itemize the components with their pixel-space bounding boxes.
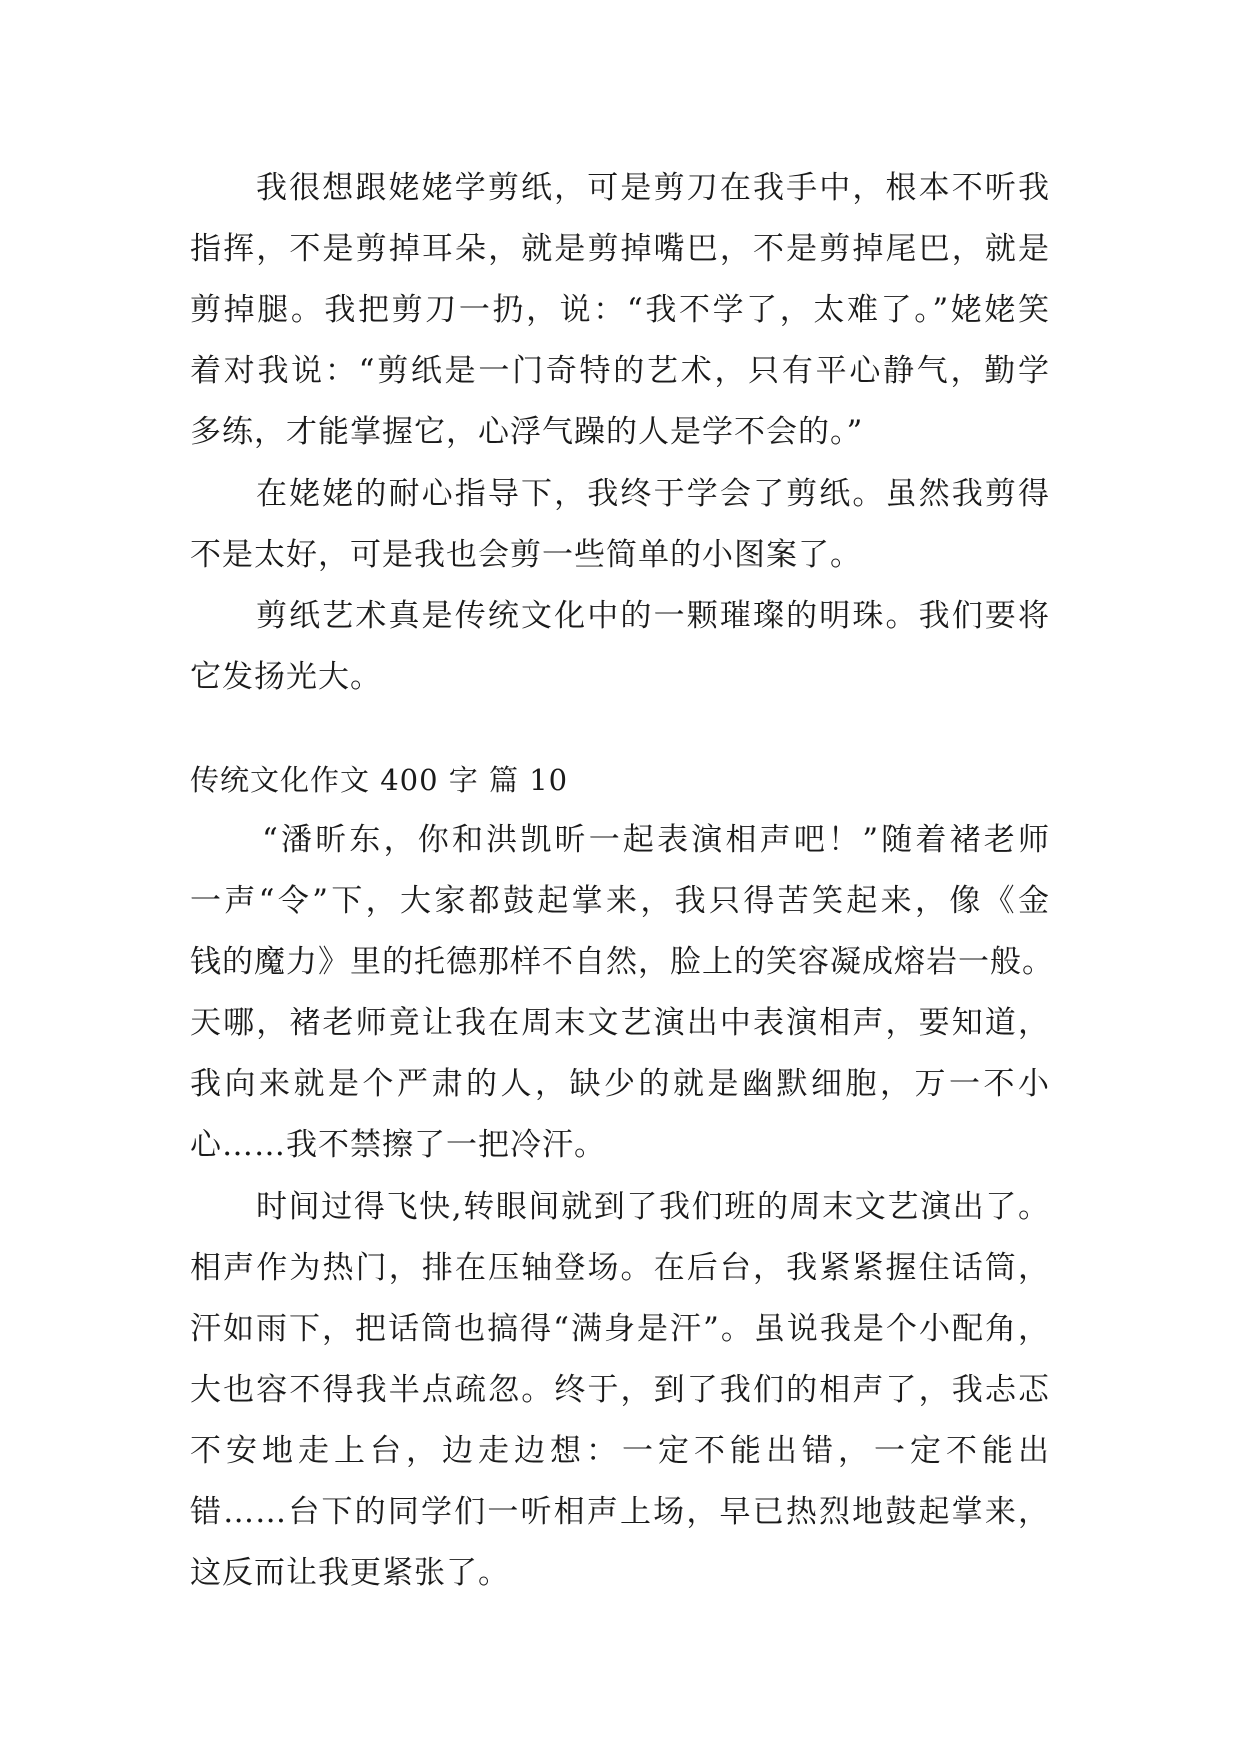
paragraph-line: 多练，才能掌握它，心浮气躁的人是学不会的。” (190, 414, 864, 450)
paragraph-line: 这反而让我更紧张了。 (190, 1555, 510, 1591)
paragraph-line: “潘昕东，你和洪凯昕一起表演相声吧！”随着褚老师 (262, 822, 1050, 858)
paragraph-line: 心……我不禁擦了一把冷汗。 (190, 1127, 606, 1163)
paragraph-line: 剪掉腿。我把剪刀一扔，说：“我不学了，太难了。”姥姥笑 (190, 292, 1050, 328)
paragraph-line: 我向来就是个严肃的人，缺少的就是幽默细胞，万一不小 (190, 1066, 1050, 1102)
paragraph-line: 钱的魔力》里的托德那样不自然，脸上的笑容凝成熔岩一般。 (190, 944, 1054, 980)
paragraph-line: 不安地走上台，边走边想：一定不能出错，一定不能出 (190, 1433, 1050, 1469)
paragraph-line: 天哪，褚老师竟让我在周末文艺演出中表演相声，要知道， (190, 1005, 1050, 1041)
paragraph-line: 错……台下的同学们一听相声上场，早已热烈地鼓起掌来， (190, 1494, 1050, 1530)
paragraph-line: 它发扬光大。 (190, 659, 382, 695)
paragraph-line: 汗如雨下，把话筒也搞得“满身是汗”。虽说我是个小配角， (190, 1311, 1050, 1347)
paragraph-line: 我很想跟姥姥学剪纸，可是剪刀在我手中，根本不听我 (256, 170, 1050, 206)
paragraph-line: 着对我说：“剪纸是一门奇特的艺术，只有平心静气，勤学 (190, 353, 1050, 389)
paragraph-line: 一声“令”下，大家都鼓起掌来，我只得苦笑起来，像《金 (190, 883, 1050, 919)
paragraph-line: 不是太好，可是我也会剪一些简单的小图案了。 (190, 537, 862, 573)
paragraph-line: 时间过得飞快,转眼间就到了我们班的周末文艺演出了。 (256, 1189, 1050, 1225)
paragraph-line: 指挥，不是剪掉耳朵，就是剪掉嘴巴，不是剪掉尾巴，就是 (190, 231, 1050, 267)
paragraph-line: 相声作为热门，排在压轴登场。在后台，我紧紧握住话筒， (190, 1250, 1050, 1286)
section-heading: 传统文化作文 400 字 篇 10 (190, 763, 569, 797)
paragraph-line: 在姥姥的耐心指导下，我终于学会了剪纸。虽然我剪得 (256, 476, 1050, 512)
paragraph-line: 大也容不得我半点疏忽。终于，到了我们的相声了，我忐忑 (190, 1372, 1050, 1408)
paragraph-line: 剪纸艺术真是传统文化中的一颗璀璨的明珠。我们要将 (256, 598, 1050, 634)
